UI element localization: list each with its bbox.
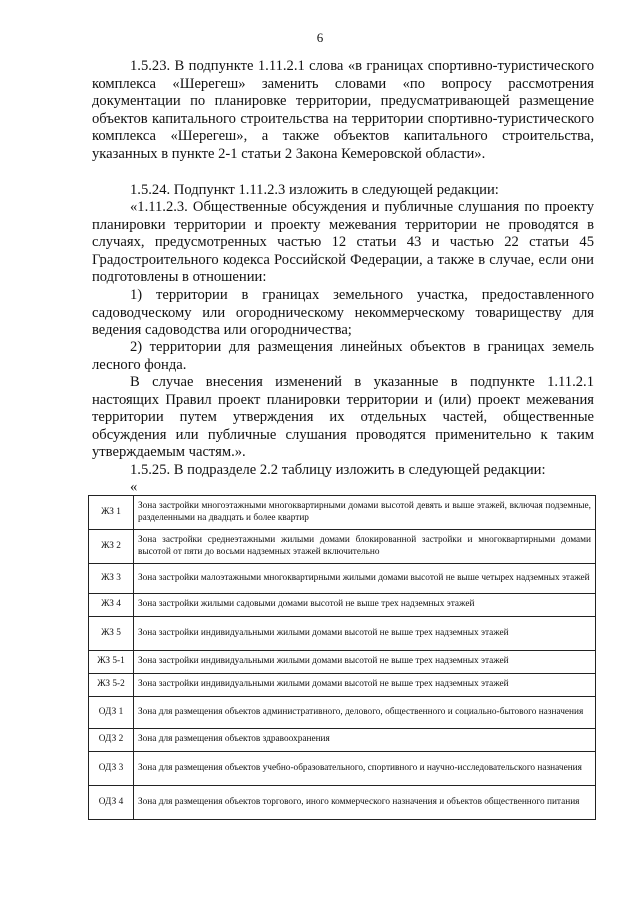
- zone-description: Зона застройки многоэтажными многоквартирными домами высотой девять и выше этажей, включая подземные, разделенными на двадцать и более квартир: [134, 496, 596, 530]
- table-row: [89, 729, 596, 752]
- zone-code: ОДЗ 4: [89, 786, 134, 820]
- list-item-2: 2) территории для размещения линейных объектов в границах земель лесного фонда.: [92, 339, 594, 373]
- paragraph-1-5-24: 1.5.24. Подпункт 1.11.2.3 изложить в следующей редакции:: [130, 182, 499, 198]
- zone-code: ОДЗ 1: [89, 697, 134, 729]
- table-row: [89, 496, 596, 530]
- page-number: 6: [316, 30, 324, 45]
- zone-description: Зона застройки индивидуальными жилыми домами высотой не выше трех надземных этажей: [134, 617, 596, 651]
- zone-code: ОДЗ 3: [89, 752, 134, 786]
- zone-code: ЖЗ 5-1: [89, 651, 134, 674]
- zone-description: Зона застройки среднеэтажными жилыми домами блокированной застройки и многоквартирными домами высотой от пяти до восьми надземных этажей включительно: [134, 530, 596, 564]
- zone-description: Зона для размещения объектов учебно-образовательного, спортивного и научно-исследовательского назначения: [134, 752, 596, 786]
- zone-description: Зона застройки малоэтажными многоквартирными жилыми домами высотой не выше четырех надземных этажей: [134, 564, 596, 594]
- table-row: [89, 786, 596, 820]
- paragraph-1-5-25: 1.5.25. В подразделе 2.2 таблицу изложить в следующей редакции:: [130, 462, 546, 478]
- zone-description: Зона застройки индивидуальными жилыми домами высотой не выше трех надземных этажей: [134, 674, 596, 697]
- table-row: [89, 651, 596, 674]
- table-row: [89, 530, 596, 564]
- table-row: [89, 617, 596, 651]
- paragraph-1-5-23: 1.5.23. В подпункте 1.11.2.1 слова «в границах спортивно-туристического комплекса «Шерегеш» заменить словами «по вопросу рассмотрения документации по планировке территории, предусматривающей размещение объектов капитального строительства на территории спортивно-туристического комплекса «Шерегеш», а также объектов капитального строительства, указанных в пункте 2-1 статьи 2 Закона Кемеровской области».: [92, 58, 594, 162]
- zone-code: ЖЗ 2: [89, 530, 134, 564]
- list-item-1: 1) территории в границах земельного участка, предоставленного садоводческому или огородническому некоммерческому товариществу для ведения садоводства или огородничества;: [92, 287, 594, 339]
- table-row: [89, 674, 596, 697]
- table-row: [89, 594, 596, 617]
- zone-code: ЖЗ 4: [89, 594, 134, 617]
- table-row: [89, 564, 596, 594]
- zone-code: ЖЗ 1: [89, 496, 134, 530]
- zone-code: ЖЗ 5-2: [89, 674, 134, 697]
- zone-description: Зона для размещения объектов административного, делового, общественного и социально-бытового назначения: [134, 697, 596, 729]
- zone-code: ЖЗ 3: [89, 564, 134, 594]
- zones-table: [88, 495, 596, 820]
- zone-description: Зона для размещения объектов торгового, иного коммерческого назначения и объектов общественного питания: [134, 786, 596, 820]
- zone-description: Зона застройки жилыми садовыми домами высотой не выше трех надземных этажей: [134, 594, 596, 617]
- paragraph-changes: В случае внесения изменений в указанные в подпункте 1.11.2.1 настоящих Правил проект планировки территории и (или) проект межевания территории путем утверждения их отдельных частей, общественные обсуждения или публичные слушания проводятся применительно к таким утверждаемым частям.».: [92, 374, 594, 461]
- table-row: [89, 752, 596, 786]
- paragraph-1-11-2-3: «1.11.2.3. Общественные обсуждения и публичные слушания по проекту планировки территории и проекту межевания территории не проводятся в случаях, предусмотренных частью 12 статьи 43 и частью 22 статьи 45 Градостроительного кодекса Российской Федерации, а также в случае, если они подготовлены в отношении:: [92, 199, 594, 286]
- opening-quote: «: [130, 479, 138, 495]
- zone-code: ЖЗ 5: [89, 617, 134, 651]
- zone-code: ОДЗ 2: [89, 729, 134, 752]
- zone-description: Зона застройки индивидуальными жилыми домами высотой не выше трех надземных этажей: [134, 651, 596, 674]
- document-body: [92, 58, 594, 480]
- zone-description: Зона для размещения объектов здравоохранения: [134, 729, 596, 752]
- table-row: [89, 697, 596, 729]
